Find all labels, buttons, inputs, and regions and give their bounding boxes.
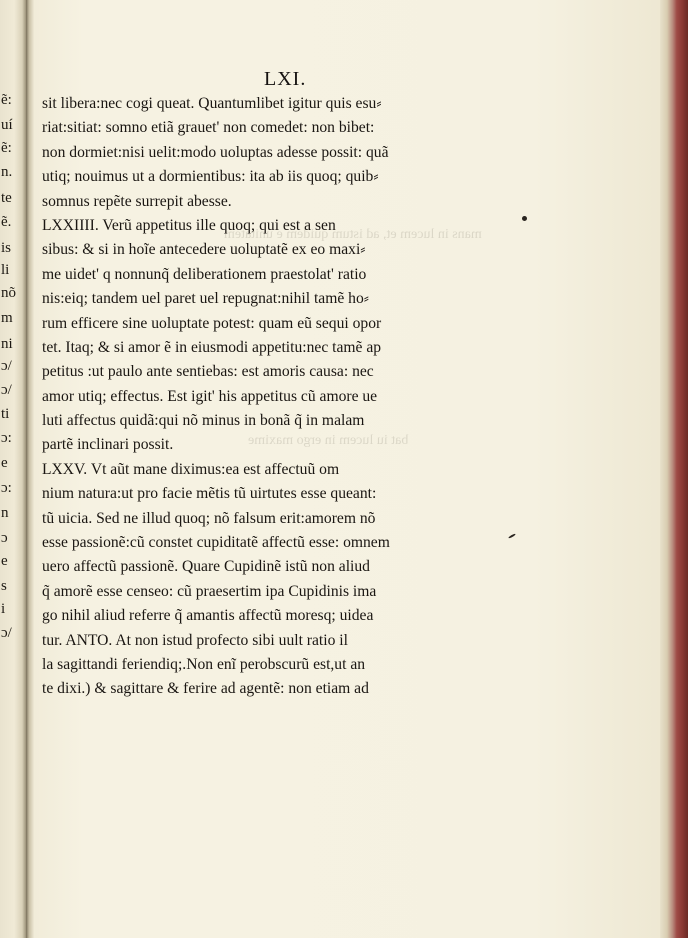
facing-text-fragment: li (1, 262, 10, 278)
book-page (34, 0, 660, 938)
facing-text-fragment: ẽ. (1, 214, 12, 230)
text-line: nium natura:ut pro facie mẽtis tũ uirtutes esse queant: (42, 485, 377, 503)
facing-text-fragment: ɔ (1, 530, 8, 546)
facing-text-fragment: ni (1, 336, 13, 352)
facing-text-fragment: is (1, 240, 12, 256)
facing-text-fragment: ɔ: (1, 430, 12, 446)
book-gutter (26, 0, 34, 938)
facing-text-fragment: ɔ: (1, 480, 12, 496)
text-line: LXXIIII. Verũ appetitus ille quoq; qui est a sen (42, 216, 336, 234)
text-line: rum efficere sine uoluptate potest: quam eũ sequi opor (42, 314, 382, 332)
text-line: q̃ amorẽ esse censeo: cũ praesertim ipa Cupidinis ima (42, 582, 377, 600)
text-line: amor utiq; effectus. Est igit' his appetitus cũ amore ue (42, 387, 378, 405)
ink-spot (508, 533, 516, 539)
text-line: partẽ inclinari possit. (42, 436, 174, 454)
text-line: petitus :ut paulo ante sentiebas: est amoris causa: nec (42, 363, 374, 381)
facing-text-fragment: ɔ/ (1, 625, 12, 641)
facing-text-fragment: ẽ: (1, 140, 12, 156)
text-line: go nihil aliud referre q̃ amantis affectũ moresq; uidea (42, 607, 374, 625)
text-line: me uidet' q nonnunq̃ deliberationem praestolat' ratio (42, 265, 367, 283)
facing-text-fragment: m (1, 310, 13, 326)
facing-page-edge (0, 0, 26, 938)
text-line: la sagittandi feriendiq;.Non enĩ perobscurũ est,ut an (42, 655, 366, 673)
facing-text-fragment: nõ (1, 285, 16, 301)
facing-text-fragment: e (1, 455, 8, 471)
text-line: non dormiet:nisi uelit:modo uoluptas adesse possit: quã (42, 143, 389, 161)
facing-text-fragment: e (1, 553, 8, 569)
text-line: nis:eiq; tandem uel paret uel repugnat:nihil tamẽ ho⸗ (42, 290, 369, 308)
facing-text-fragment: ẽ: (1, 92, 12, 108)
text-line: tur. ANTO. At non istud profecto sibi uult ratio il (42, 631, 348, 649)
body-text (42, 92, 472, 702)
facing-text-fragment: i (1, 601, 6, 617)
facing-text-fragment: ɔ/ (1, 382, 12, 398)
page-edge-red (660, 0, 688, 938)
text-line: LXXV. Vt aũt mane diximus:ea est affectuũ om (42, 460, 340, 478)
folio-number: LXI. (264, 68, 307, 90)
text-line: esse passionẽ:cũ constet cupiditatẽ affectũ esse: omnem (42, 534, 390, 552)
facing-text-fragment: s (1, 578, 7, 594)
facing-text-fragment: te (1, 190, 12, 206)
text-line: luti affectus quidã:qui nõ minus in bonã q̃ in malam (42, 412, 365, 430)
text-line: riat:sitiat: somno etiã grauet' non comedet: non bibet: (42, 119, 375, 137)
text-line: te dixi.) & sagittare & ferire ad agentẽ: non etiam ad (42, 680, 369, 698)
show-through-text: mans in lucem et, ad istum quidem e unitatem (224, 227, 482, 242)
facing-text-fragment: uí (1, 117, 13, 133)
facing-text-fragment: n (1, 505, 9, 521)
text-line: utiq; nouimus ut a dormientibus: ita ab iis quoq; quib⸗ (42, 168, 379, 186)
show-through-text: bat iu lucem in ergo maxime (248, 433, 409, 448)
facing-text-fragment: ti (1, 406, 10, 422)
ink-spot (522, 216, 527, 221)
text-line: somnus repẽte surrepit abesse. (42, 192, 232, 210)
facing-text-fragment: n. (1, 164, 13, 180)
text-line: uero affectũ passionẽ. Quare Cupidinẽ istũ non aliud (42, 558, 370, 576)
text-line: sit libera:nec cogi queat. Quantumlibet igitur quis esu⸗ (42, 95, 382, 112)
text-line: sibus: & si in hoĩe antecedere uoluptatẽ ex eo maxi⸗ (42, 241, 366, 259)
text-line: tũ uicia. Sed ne illud quoq; nõ falsum erit:amorem nõ (42, 509, 376, 527)
facing-text-fragment: ɔ/ (1, 358, 12, 374)
text-line: tet. Itaq; & si amor ẽ in eiusmodi appetitu:nec tamẽ ap (42, 338, 382, 356)
